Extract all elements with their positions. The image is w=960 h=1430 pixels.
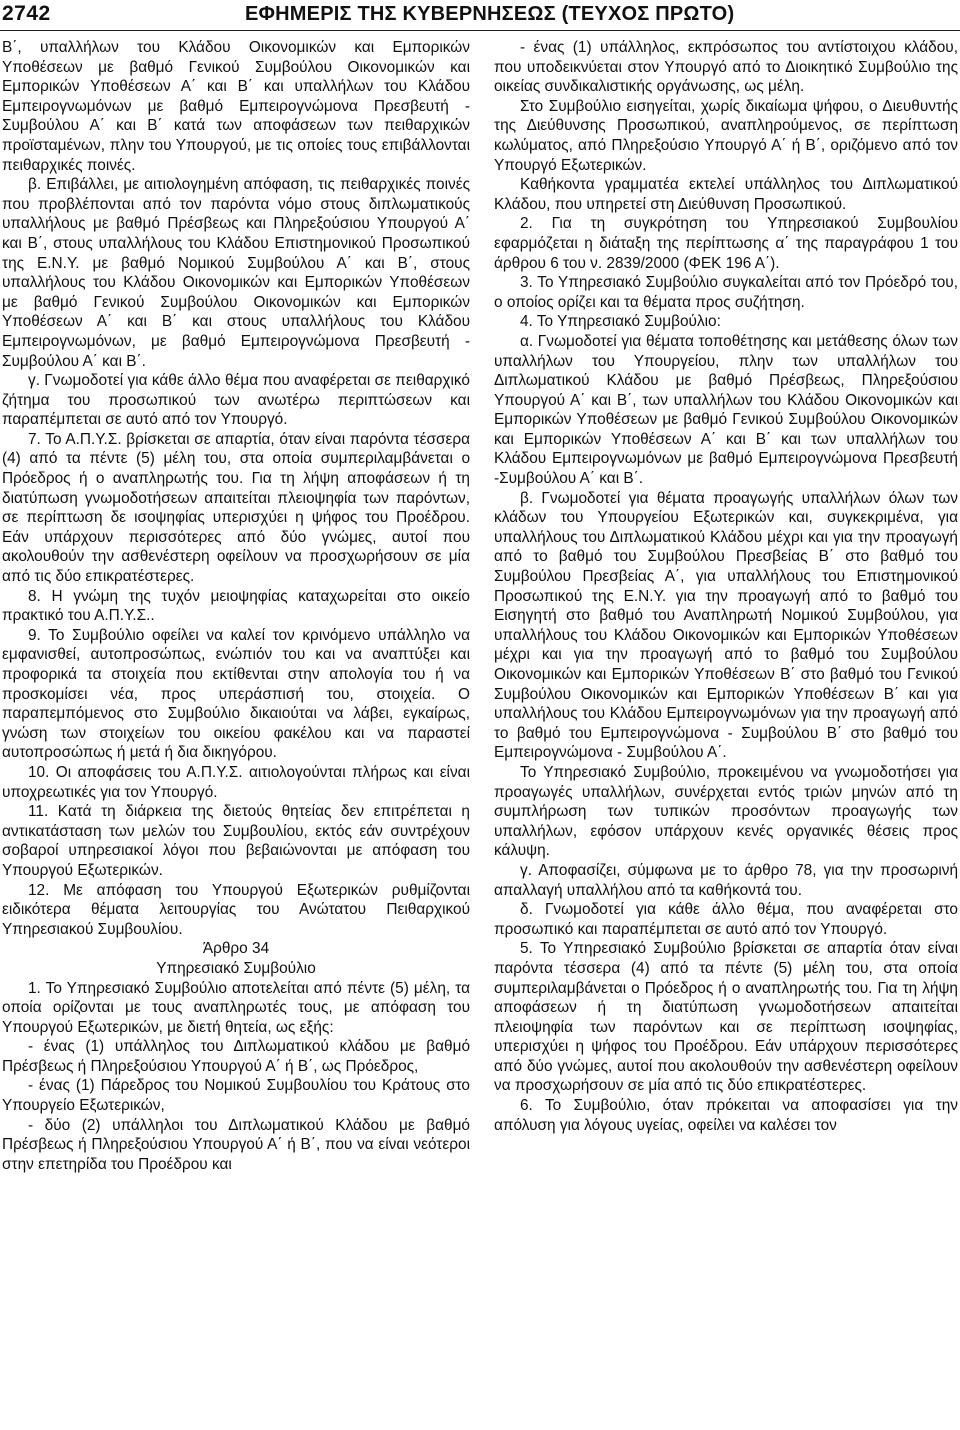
- right-column: [494, 38, 958, 1135]
- paragraph: 2. Για τη συγκρότηση του Υπηρεσιακού Συμβουλίου εφαρμόζεται η διάταξη της περίπτωσης α΄ της παραγράφου 1 του άρθρου 6 του ν. 2839/2000 (ΦΕΚ 196 Α΄).: [494, 215, 958, 272]
- paragraph: - ένας (1) υπάλληλος, εκπρόσωπος του αντίστοιχου κλάδου, που υποδεικνύεται στον Υπουργό από το Διοικητικό Συμβούλιο της οικείας συνδικαλιστικής οργάνωσης, ως μέλη.: [494, 39, 958, 96]
- page-header: [0, 0, 960, 31]
- paragraph: 6. Το Συμβούλιο, όταν πρόκειται να αποφασίσει για την απόλυση για λόγους υγείας, οφείλει να καλέσει τον: [494, 1097, 958, 1134]
- paragraph: 4. Το Υπηρεσιακό Συμβούλιο:: [520, 313, 721, 331]
- paragraph: 11. Κατά τη διάρκεια της διετούς θητείας δεν επιτρέπεται η αντικατάσταση των μελών του Συμβουλίου, εκτός εάν συντρέχουν σοβαροί υπηρεσιακοί λόγοι που βεβαιώνονται με απόφαση του Υπουργού Εξωτερικών.: [2, 803, 470, 879]
- paragraph: Β΄, υπαλλήλων του Κλάδου Οικονομικών και Εμπορικών Υποθέσεων με βαθμό Γενικού Συμβούλου Οικονομικών και Εμπορικών Υποθέσεων Α΄ και Β΄ και υπαλλήλων του Κλάδου Εμπειρογνωμόνων με βαθμό Εμπειρογνώμονα Πρεσβευτή - Συμβούλου Α΄ και Β΄ κατά των αποφάσεων των πειθαρχικών προϊσταμένων, πλην του Υπουργού, με τις οποίες τους επιβάλλονται πειθαρχικές ποινές.: [2, 39, 470, 174]
- paragraph: 10. Οι αποφάσεις του Α.Π.Υ.Σ. αιτιολογούνται πλήρως και είναι υποχρεωτικές για τον Υπουργό.: [2, 763, 470, 801]
- paragraph: Καθήκοντα γραμματέα εκτελεί υπάλληλος του Διπλωματικού Κλάδου, που υπηρετεί στη Διεύθυνση Προσωπικού.: [494, 176, 958, 213]
- paragraph: δ. Γνωμοδοτεί για κάθε άλλο θέμα, που αναφέρεται στο προσωπικό και παραπέμπεται σε αυτό από τον Υπουργό.: [494, 901, 958, 938]
- paragraph: γ. Αποφασίζει, σύμφωνα με το άρθρο 78, για την προσωρινή απαλλαγή υπαλλήλου από τα καθήκοντά του.: [494, 861, 958, 899]
- paragraph: 9. Το Συμβούλιο οφείλει να καλεί τον κρινόμενο υπάλληλο να εμφανισθεί, αυτοπροσώπως, ενώπιόν του και να αναπτύξει και προφορικά τα στοιχεία που εκτίθενται στην απολογία του ή να προσκομίσει νέα, προς υπεράσπισή του, στοιχεία. Ο παραπεμπόμενος στο Συμβούλιο δικαιούται να λάβει, εγκαίρως, γνώση των στοιχείων του οικείου φακέλου και να παραστεί αυτοπροσώπως ή μετά ή δια δικηγόρου.: [2, 626, 470, 762]
- paragraph: 5. Το Υπηρεσιακό Συμβούλιο βρίσκεται σε απαρτία όταν είναι παρόντα τέσσερα (4) από τα πέντε (5) μέλη του, στα οποία συμπεριλαμβάνεται ο Πρόεδρος ή ο αναπληρωτής του. Για τη λήψη αποφάσεων ή τη διατύπωση γνωμοδοτήσεων απαιτείται πλειοψηφία των παρόντων και σε περίπτωση ισοψηφίας, υπερισχύει η ψήφος του Προέδρου. Εάν υπάρχουν περισσότερες από δύο γνώμες, αυτοί που ακολουθούν την ασθενέστερη οφείλουν να προσχωρήσουν σε μία από τις δύο επικρατέστερες.: [494, 940, 958, 1095]
- paragraph: - δύο (2) υπάλληλοι του Διπλωματικού Κλάδου με βαθμό Πρέσβεως ή Πληρεξούσιου Υπουργού Α΄ ή Β΄, που να είναι νεότεροι στην επετηρίδα του Προέδρου και: [2, 1116, 470, 1173]
- paragraph: β. Επιβάλλει, με αιτιολογημένη απόφαση, τις πειθαρχικές ποινές που προβλέπονται από τον παρόντα νόμο στους διπλωματικούς υπαλλήλους με βαθμό Πρέσβεως και Πληρεξούσιου Υπουργού Α΄ και Β΄, στους υπαλλήλους του Κλάδου Επιστημονικού Προσωπικού της Ε.Ν.Υ. με βαθμό Νομικού Συμβούλου Α΄ και Β΄, στους υπαλλήλους του Κλάδου Οικονομικών και Εμπορικών Υποθέσεων με βαθμό Γενικού Συμβούλου Οικονομικών και Εμπορικών Υποθέσεων Α΄ και Β΄ και στους υπαλλήλους του Κλάδου Εμπειρογνωμόνων, με βαθμό Εμπειρογνώμονα Πρεσβευτή - Συμβούλου Α΄ και Β΄.: [2, 176, 470, 370]
- paragraph: β. Γνωμοδοτεί για θέματα προαγωγής υπαλλήλων όλων των κλάδων του Υπουργείου Εξωτερικών και, συγκεκριμένα, για υπαλλήλους του Διπλωματικού Κλάδου μέχρι και για την προαγωγή από το βαθμό του Συμβούλου Πρεσβείας Β΄ στο βαθμό του Συμβούλου Πρεσβείας Α΄, για υπαλλήλους του Επιστημονικού Προσωπικού της Ε.Ν.Υ. για την προαγωγή από το βαθμό του Εισηγητή στο βαθμό του Αναπληρωτή Νομικού Συμβούλου, για υπαλλήλους του Κλάδου Οικονομικών και Εμπορικών Υποθέσεων μέχρι και για την προαγωγή από το βαθμό του Συμβούλου Οικονομικών και Εμπορικών Υποθέσεων Β΄ στο βαθμό του Γενικού Συμβούλου Οικονομικών και Εμπορικών Υποθέσεων Β΄ και για υπαλλήλους του Κλάδου Εμπειρογνωμόνων για την προαγωγή από το βαθμό του Εμπειρογνώμονα - Συμβούλου Β΄ στο βαθμό του Εμπειρογνώμονα - Συμβούλου Α΄.: [494, 489, 958, 762]
- paragraph: - ένας (1) υπάλληλος του Διπλωματικού κλάδου με βαθμό Πρέσβεως ή Πληρεξούσιου Υπουργού Α΄ ή Β΄, ως Πρόεδρος,: [2, 1038, 470, 1075]
- article-title: Άρθρο 34: [202, 940, 270, 958]
- left-column: [2, 38, 470, 1174]
- paragraph: 1. Το Υπηρεσιακό Συμβούλιο αποτελείται από πέντε (5) μέλη, τα οποία ορίζονται με τους αναπληρωτές τους, με απόφαση του Υπουργού Εξωτερικών, με διετή θητεία, ως εξής:: [2, 979, 470, 1036]
- paragraph: α. Γνωμοδοτεί για θέματα τοποθέτησης και μετάθεσης όλων των υπαλλήλων του Υπουργείου, πλην των υπαλλήλων του Διπλωματικού Κλάδου με βαθμό Πρέσβεως, Πληρεξούσιου Υπουργού Α΄ και Β΄, των υπαλλήλων του Κλάδου Οικονομικών και Εμπορικών Υποθέσεων με βαθμό Γενικού Συμβούλου Οικονομικών και Εμπορικών Υποθέσεων Α΄ και Β΄ και των υπαλλήλων του Κλάδου Εμπειρογνωμόνων με βαθμό Εμπειρογνώμονα Πρεσβευτή -Συμβούλου Α΄ και Β΄.: [494, 332, 958, 488]
- paragraph: Το Υπηρεσιακό Συμβούλιο, προκειμένου να γνωμοδοτήσει για προαγωγές υπαλλήλων, συνέρχεται εντός τριών μηνών από τη συμπλήρωση των τυπικών προσόντων προαγωγής των υπαλλήλων, εφόσον υπάρχουν κενές οργανικές θέσεις προς κάλυψη.: [494, 763, 958, 860]
- gazette-title: ΕΦΗΜΕΡΙΣ ΤΗΣ ΚΥΒΕΡΝΗΣΕΩΣ (ΤΕΥΧΟΣ ΠΡΩΤΟ): [245, 3, 735, 25]
- page-number: 2742: [2, 2, 51, 25]
- paragraph: γ. Γνωμοδοτεί για κάθε άλλο θέμα που αναφέρεται σε πειθαρχικό ζήτημα του προσωπικού των ανωτέρω περιπτώσεων και παραπέμπεται σε αυτό από τον Υπουργό.: [2, 372, 470, 429]
- article-subtitle: Υπηρεσιακό Συμβούλιο: [156, 959, 316, 977]
- paragraph: 8. Η γνώμη της τυχόν μειοψηφίας καταχωρείται στο οικείο πρακτικό του Α.Π.Υ.Σ..: [2, 587, 470, 625]
- paragraph: 3. Το Υπηρεσιακό Συμβούλιο συγκαλείται από τον Πρόεδρό του, ο οποίος ορίζει και τα θέματα προς συζήτηση.: [494, 274, 958, 311]
- paragraph: - ένας (1) Πάρεδρος του Νομικού Συμβουλίου του Κράτους στο Υπουργείο Εξωτερικών,: [2, 1077, 470, 1115]
- paragraph: 12. Με απόφαση του Υπουργού Εξωτερικών ρυθμίζονται ειδικότερα θέματα λειτουργίας του Ανώτατου Πειθαρχικού Υπηρεσιακού Συμβουλίου.: [2, 881, 470, 938]
- paragraph: Στο Συμβούλιο εισηγείται, χωρίς δικαίωμα ψήφου, ο Διευθυντής της Διεύθυνσης Προσωπικού, αναπληρούμενος, σε περίπτωση κωλύματος, από Πληρεξούσιο Υπουργό Α΄ ή Β΄, οριζόμενο από τον Υπουργό Εξωτερικών.: [494, 97, 958, 174]
- paragraph: 7. Το Α.Π.Υ.Σ. βρίσκεται σε απαρτία, όταν είναι παρόντα τέσσερα (4) από τα πέντε (5) μέλη του, στα οποία συμπεριλαμβάνεται ο Πρόεδρος ή ο αναπληρωτής του. Για τη λήψη αποφάσεων ή τη διατύπωση γνωμοδοτήσεων απαιτείται πλειοψηφία των παρόντων, σε περίπτωση δε ισοψηφίας υπερισχύει η ψήφος του Προέδρου. Εάν υπάρχουν περισσότερες από δύο γνώμες, αυτοί που ακολουθούν την ασθενέστερη οφείλουν να προσχωρήσουν σε μία από τις δύο επικρατέστερες.: [2, 430, 470, 586]
